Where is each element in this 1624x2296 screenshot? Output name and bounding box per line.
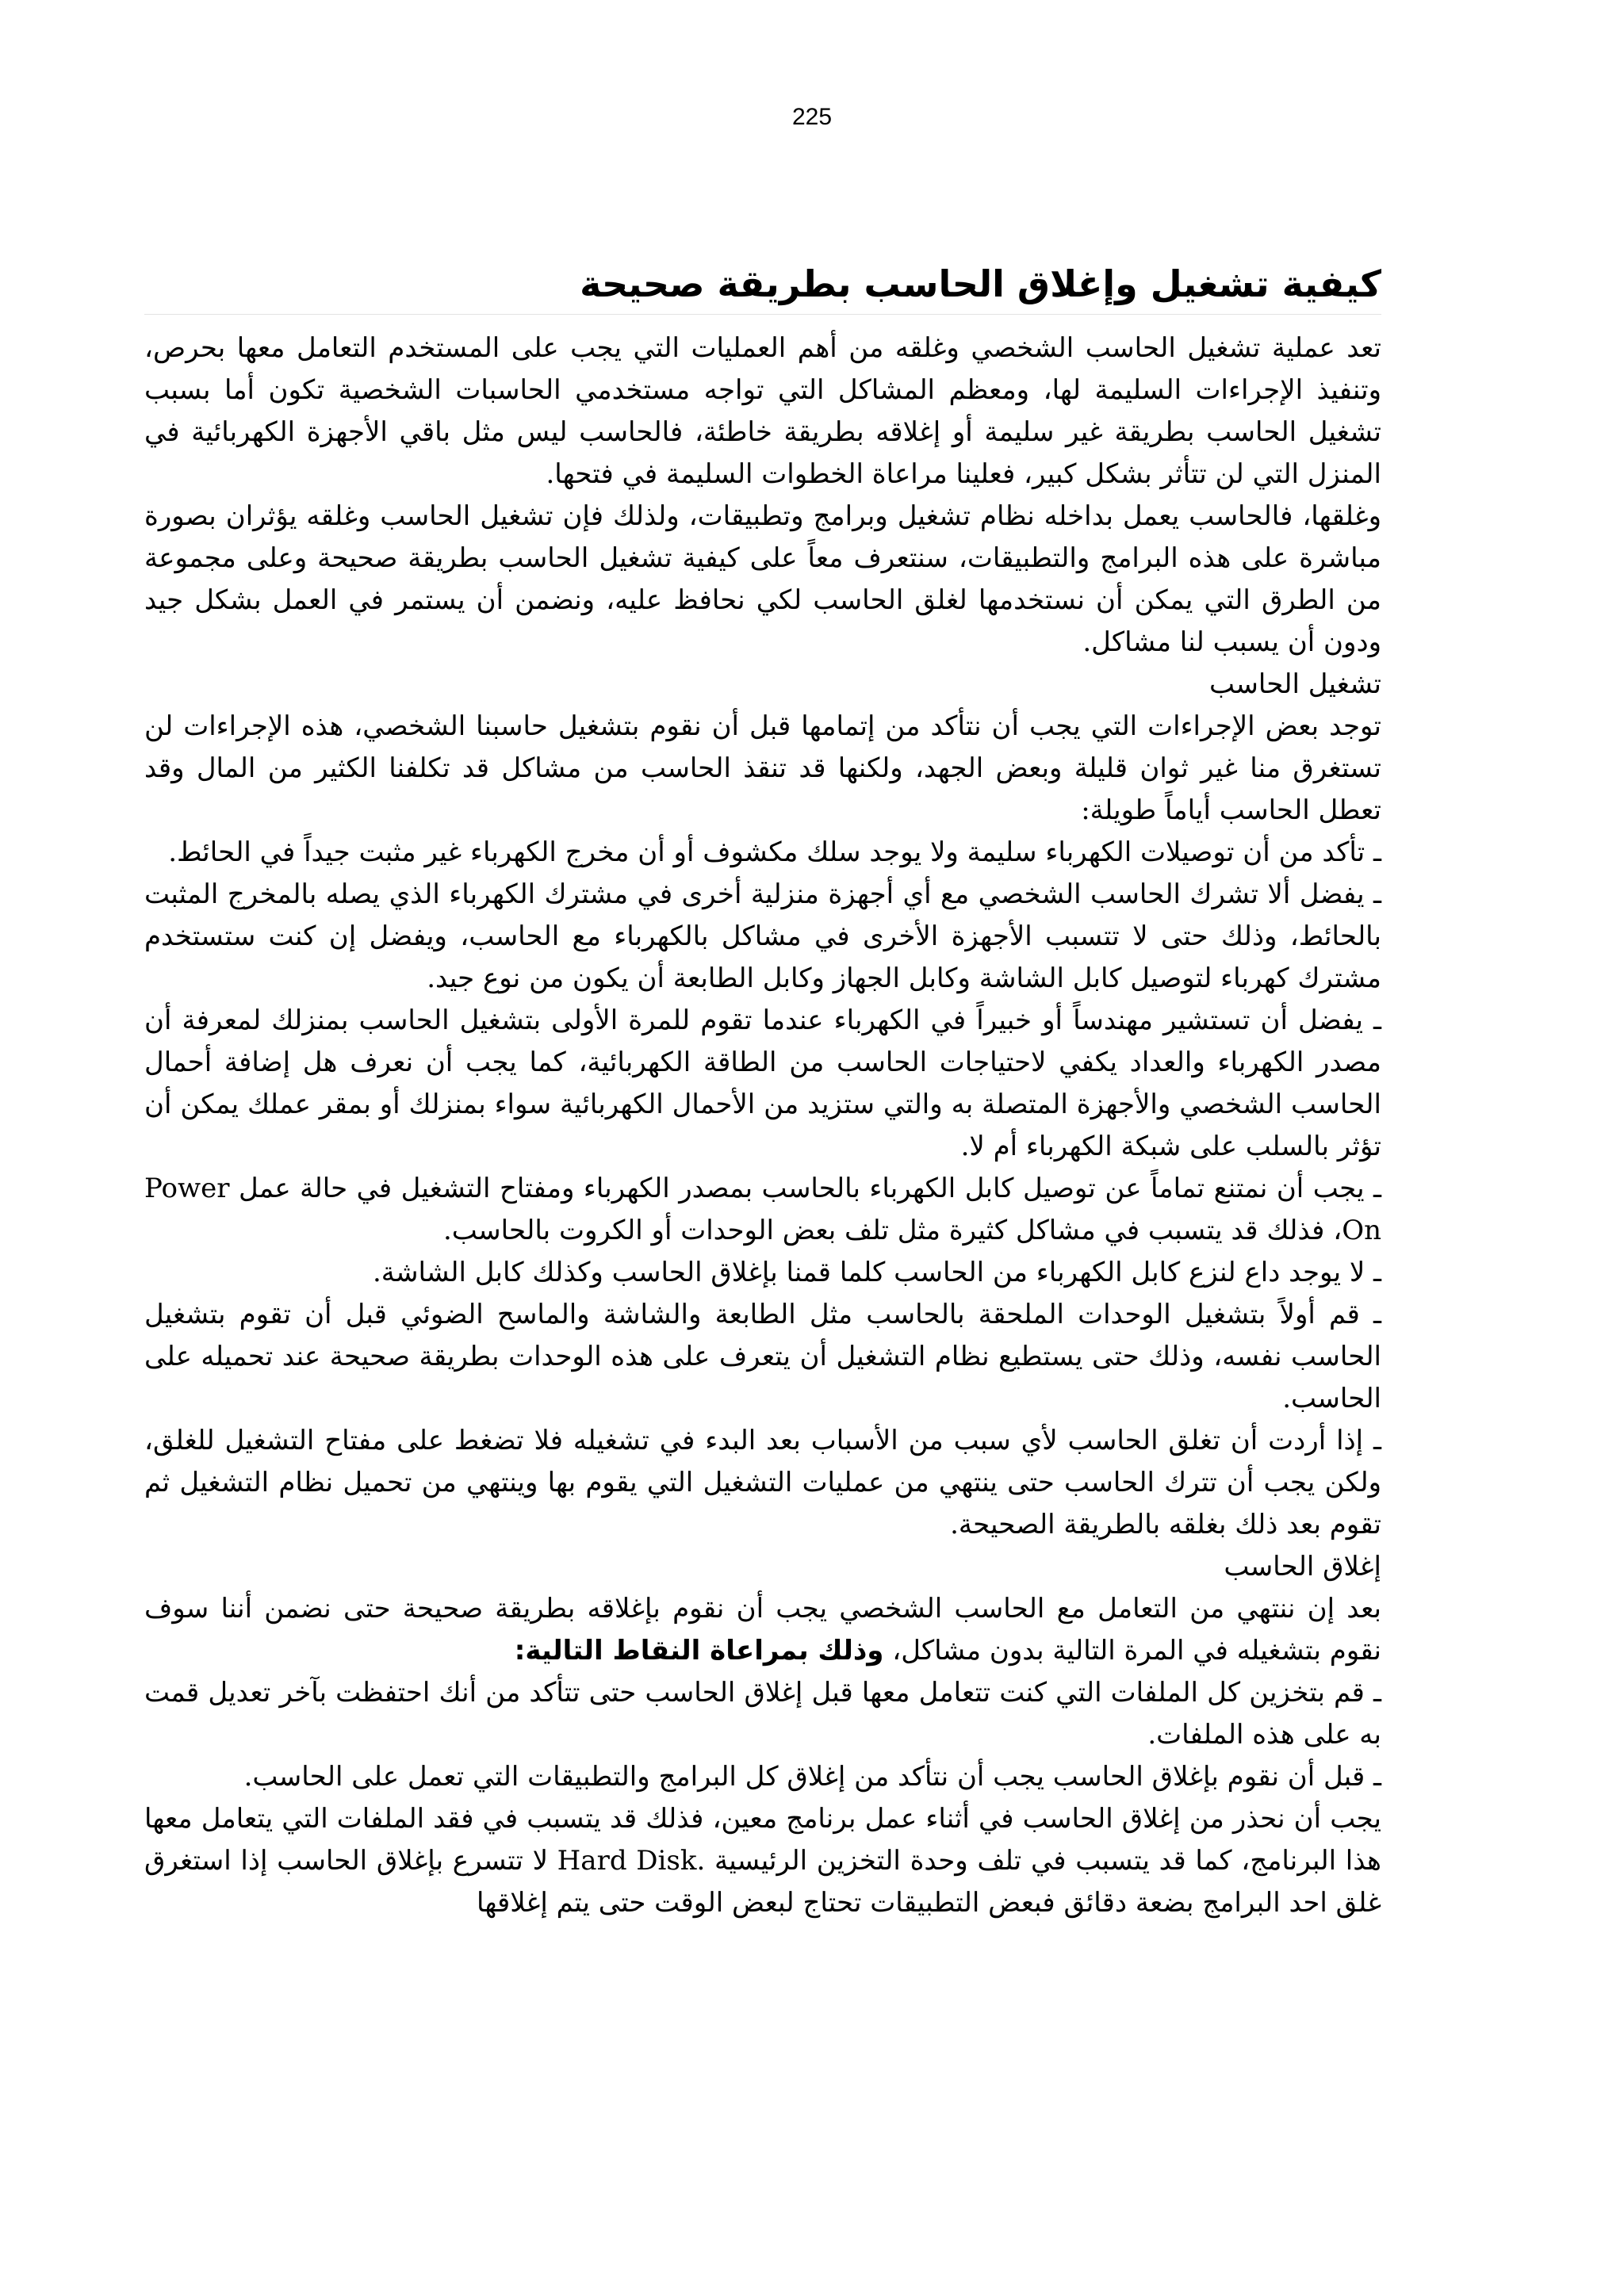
paragraph [144,1252,1381,1294]
paragraph-text: ـ يفضل ألا تشرك الحاسب الشخصي مع أي أجهزة منزلية أخرى في مشترك الكهرباء الذي يصله بالمخرج المثبت بالحائط، وذلك حتى لا تتسبب الأجهزة الأخرى في مشاكل بالكهرباء مع الحاسب، ويفضل إن كنت ستستخدم مشترك كهرباء لتوصيل كابل الشاشة وكابل الجهاز وكابل الطابعة أن يكون من نوع جيد. [144,878,1381,994]
paragraph [144,706,1381,832]
page-number: 225 [791,104,833,130]
paragraph-text: ـ قبل أن نقوم بإغلاق الحاسب يجب أن نتأكد من إغلاق كل البرامج والتطبيقات التي تعمل على الحاسب. [243,1761,1381,1793]
paragraph-text: تعد عملية تشغيل الحاسب الشخصي وغلقه من أهم العمليات التي يجب على المستخدم التعامل معها بحرص، وتنفيذ الإجراءات السليمة لها، ومعظم المشاكل التي تواجه مستخدمي الحاسبات الشخصية تكون أما بسبب تشغيل الحاسب بطريقة غير سليمة أو إغلاقه بطريقة خاطئة، فالحاسب ليس مثل باقي الأجهزة الكهربائية في المنزل التي لن تتأثر بشكل كبير، فعلينا مراعاة الخطوات السليمة في فتحها. [144,332,1381,490]
paragraph [144,496,1381,664]
paragraph [144,1000,1381,1168]
paragraph-text: ـ لا يوجد داع لنزع كابل الكهرباء من الحاسب كلما قمنا بإغلاق الحاسب وكذلك كابل الشاشة. [372,1257,1381,1288]
paragraph-text: ـ قم أولاً بتشغيل الوحدات الملحقة بالحاسب مثل الطابعة والشاشة والماسح الضوئي قبل أن تقوم بتشغيل الحاسب نفسه، وذلك حتى يستطيع نظام التشغيل أن يتعرف على هذه الوحدات بطريقة صحيحة عند تحميله على الحاسب. [144,1299,1381,1414]
paragraph [144,1756,1381,1798]
paragraph-text: ـ قم بتخزين كل الملفات التي كنت تتعامل معها قبل إغلاق الحاسب حتى تتأكد من أنك احتفظت بآخر تعديل قمت به على هذه الملفات. [144,1677,1381,1751]
paragraph-text: ـ إذا أردت أن تغلق الحاسب لأي سبب من الأسباب بعد البدء في تشغيله فلا تضغط على مفتاح التشغيل للغلق، ولكن يجب أن تترك الحاسب حتى ينتهي من عمليات التشغيل التي يقوم بها وينتهي من تحميل نظام التشغيل ثم تقوم بعد ذلك بغلقه بالطريقة الصحيحة. [144,1425,1381,1540]
paragraph [144,874,1381,1000]
paragraph-text: ـ يفضل أن تستشير مهندساً أو خبيراً في الكهرباء عندما تقوم للمرة الأولى بتشغيل الحاسب بمنزلك لمعرفة أن مصدر الكهرباء والعداد يكفي لاحتياجات الحاسب من الطاقة الكهربائية، كما يجب أن نعرف هل إضافة أحمال الحاسب الشخصي والأجهزة المتصلة به والتي ستزيد من الأحمال الكهربائية سواء بمنزلك أو بمقر عملك يمكن أن تؤثر بالسلب على شبكة الكهرباء أم لا. [144,1004,1381,1162]
paragraph-text: بعد إن ننتهي من التعامل مع الحاسب الشخصي يجب أن نقوم بإغلاقه بطريقة صحيحة حتى نضمن أننا سوف نقوم بتشغيله في المرة التالية بدون مشاكل، [144,1593,1381,1667]
paragraph [144,1798,1381,1924]
paragraph [144,1420,1381,1546]
paragraph-text: يجب أن نحذر من إغلاق الحاسب في أثناء عمل برنامج معين، فذلك قد يتسبب في فقد الملفات التي يتعامل معها هذا البرنامج، كما قد يتسبب في تلف وحدة التخزين الرئيسية .Hard Disk لا تتسرع بإغلاق الحاسب إذا استغرق غلق احد البرامج بضعة دقائق فبعض التطبيقات تحتاج لبعض الوقت حتى يتم إغلاقها [144,1803,1381,1919]
paragraph [144,1588,1381,1672]
paragraph [144,327,1381,496]
paragraph [144,1672,1381,1756]
paragraph-text: ـ يجب أن نمتنع تماماً عن توصيل كابل الكهرباء بالحاسب بمصدر الكهرباء ومفتاح التشغيل في حالة عمل Power On، فذلك قد يتسبب في مشاكل كثيرة مثل تلف بعض الوحدات أو الكروت بالحاسب. [144,1173,1381,1246]
bold-phrase: وذلك بمراعاة النقاط التالية: [514,1635,884,1667]
body-text [144,327,1381,1924]
paragraph [144,1168,1381,1252]
paragraph-text: إغلاق الحاسب [1224,1551,1381,1582]
page-heading: كيفية تشغيل وإغلاق الحاسب بطريقة صحيحة [144,254,1381,315]
paragraph [144,832,1381,874]
paragraph-text: توجد بعض الإجراءات التي يجب أن نتأكد من إتمامها قبل أن نقوم بتشغيل حاسبنا الشخصي، هذه الإجراءات لن تستغرق منا غير ثوان قليلة وبعض الجهد، ولكنها قد تنقذ الحاسب من مشاكل قد تكلفنا الكثير من المال وقد تعطل الحاسب أياماً طويلة: [144,710,1381,826]
section-title [144,1546,1381,1588]
paragraph-text: ـ تأكد من أن توصيلات الكهرباء سليمة ولا يوجد سلك مكشوف أو أن مخرج الكهرباء غير مثبت جيداً في الحائط. [168,836,1381,868]
section-title [144,664,1381,706]
paragraph-text: وغلقها، فالحاسب يعمل بداخله نظام تشغيل وبرامج وتطبيقات، ولذلك فإن تشغيل الحاسب وغلقه يؤثران بصورة مباشرة على هذه البرامج والتطبيقات، سنتعرف معاً على كيفية تشغيل الحاسب بطريقة صحيحة وعلى مجموعة من الطرق التي يمكن أن نستخدمها لغلق الحاسب لكي نحافظ عليه، ونضمن أن يستمر في العمل بشكل جيد ودون أن يسبب لنا مشاكل. [144,500,1381,658]
page-content [144,254,1381,1924]
paragraph [144,1294,1381,1420]
paragraph-text: تشغيل الحاسب [1209,668,1381,700]
